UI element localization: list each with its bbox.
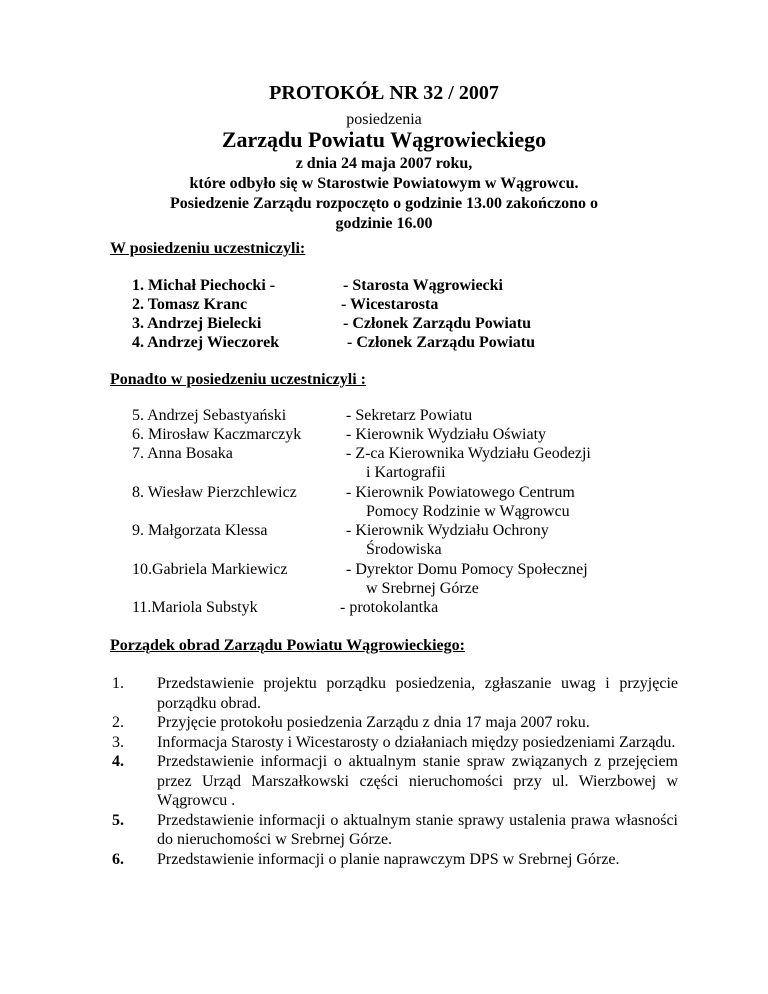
agenda-number: 4. bbox=[112, 753, 124, 770]
member-role-4: - Członek Zarządu Powiatu bbox=[347, 334, 535, 351]
agenda-text: Przedstawienie informacji o aktualnym stanie spraw związanych z przejęciem przez Urząd Marszałkowski części nieruchomości przy ul. Wierzbowej w Wągrowcu . bbox=[157, 753, 678, 809]
other-name-9: 9. Małgorzata Klessa bbox=[132, 522, 268, 539]
agenda-number: 3. bbox=[112, 733, 124, 751]
time-line-2: godzinie 16.00 bbox=[335, 215, 433, 232]
organization-name: Zarządu Powiatu Wągrowieckiego bbox=[221, 127, 547, 152]
other-role-9-cont: Środowiska bbox=[366, 541, 442, 558]
protocol-subtitle: posiedzenia bbox=[346, 111, 422, 128]
other-role-7: - Z-ca Kierownika Wydziału Geodezji bbox=[346, 445, 591, 462]
other-role-8-cont: Pomocy Rodzinie w Wągrowcu bbox=[366, 503, 570, 520]
agenda-item-2 bbox=[112, 713, 678, 733]
other-role-7-cont: i Kartografii bbox=[366, 464, 446, 481]
member-name-4: 4. Andrzej Wieczorek bbox=[132, 334, 280, 351]
agenda-list bbox=[112, 674, 678, 869]
meeting-info bbox=[0, 154, 768, 234]
agenda-text: Przedstawienie informacji o aktualnym stanie sprawy ustalenia prawa własności do nieruchomości w Srebrnej Górze. bbox=[157, 811, 678, 848]
member-name-1: 1. Michał Piechocki - bbox=[132, 277, 276, 294]
agenda-item-3 bbox=[112, 733, 678, 753]
other-name-10: 10.Gabriela Markiewicz bbox=[132, 561, 288, 578]
agenda-number: 2. bbox=[112, 714, 124, 731]
other-role-10: - Dyrektor Domu Pomocy Społecznej bbox=[346, 561, 588, 578]
other-name-7: 7. Anna Bosaka bbox=[132, 445, 233, 462]
member-name-2: 2. Tomasz Kranc bbox=[132, 296, 248, 313]
agenda-item-6 bbox=[112, 850, 678, 870]
other-role-11: - protokolantka bbox=[340, 599, 439, 616]
others-heading: Ponadto w posiedzeniu uczestniczyli : bbox=[110, 371, 366, 388]
agenda-number: 6. bbox=[112, 850, 124, 868]
other-role-8: - Kierownik Powiatowego Centrum bbox=[346, 484, 575, 501]
agenda-number: 1. bbox=[112, 675, 124, 692]
agenda-text: Przyjęcie protokołu posiedzenia Zarządu z dnia 17 maja 2007 roku. bbox=[157, 714, 590, 731]
member-name-3: 3. Andrzej Bielecki bbox=[132, 315, 262, 332]
other-role-10-cont: w Srebrnej Górze bbox=[366, 580, 479, 597]
agenda-heading: Porządek obrad Zarządu Powiatu Wągrowieckiego: bbox=[110, 637, 465, 654]
other-role-5: - Sekretarz Powiatu bbox=[346, 407, 473, 424]
time-line-1: Posiedzenie Zarządu rozpoczęto o godzinie 13.00 zakończono o bbox=[169, 195, 599, 212]
other-name-8: 8. Wiesław Pierzchlewicz bbox=[132, 484, 297, 501]
member-role-2: - Wicestarosta bbox=[341, 296, 439, 313]
member-role-1: - Starosta Wągrowiecki bbox=[343, 277, 503, 294]
agenda-item-5 bbox=[112, 811, 678, 850]
other-name-6: 6. Mirosław Kaczmarczyk bbox=[132, 426, 302, 443]
agenda-item-1 bbox=[112, 674, 678, 713]
other-role-6: - Kierownik Wydziału Oświaty bbox=[346, 426, 547, 443]
agenda-text: Przedstawienie informacji o planie naprawczym DPS w Srebrnej Górze. bbox=[157, 850, 620, 868]
other-name-5: 5. Andrzej Sebastyański bbox=[132, 407, 287, 424]
place-line: które odbyło się w Starostwie Powiatowym w Wągrowcu. bbox=[189, 175, 579, 192]
other-name-11: 11.Mariola Substyk bbox=[132, 599, 258, 616]
agenda-text: Przedstawienie projektu porządku posiedzenia, zgłaszanie uwag i przyjęcie porządku obrad. bbox=[157, 675, 678, 712]
member-role-3: - Członek Zarządu Powiatu bbox=[343, 315, 531, 332]
protocol-title: PROTOKÓŁ NR 32 / 2007 bbox=[269, 82, 499, 104]
date-line: z dnia 24 maja 2007 roku, bbox=[295, 155, 473, 172]
agenda-text: Informacja Starosty i Wicestarosty o działaniach między posiedzeniami Zarządu. bbox=[157, 733, 676, 751]
agenda-item-4 bbox=[112, 752, 678, 811]
agenda-number: 5. bbox=[112, 811, 124, 829]
members-heading: W posiedzeniu uczestniczyli: bbox=[110, 240, 306, 257]
other-role-9: - Kierownik Wydziału Ochrony bbox=[346, 522, 549, 539]
